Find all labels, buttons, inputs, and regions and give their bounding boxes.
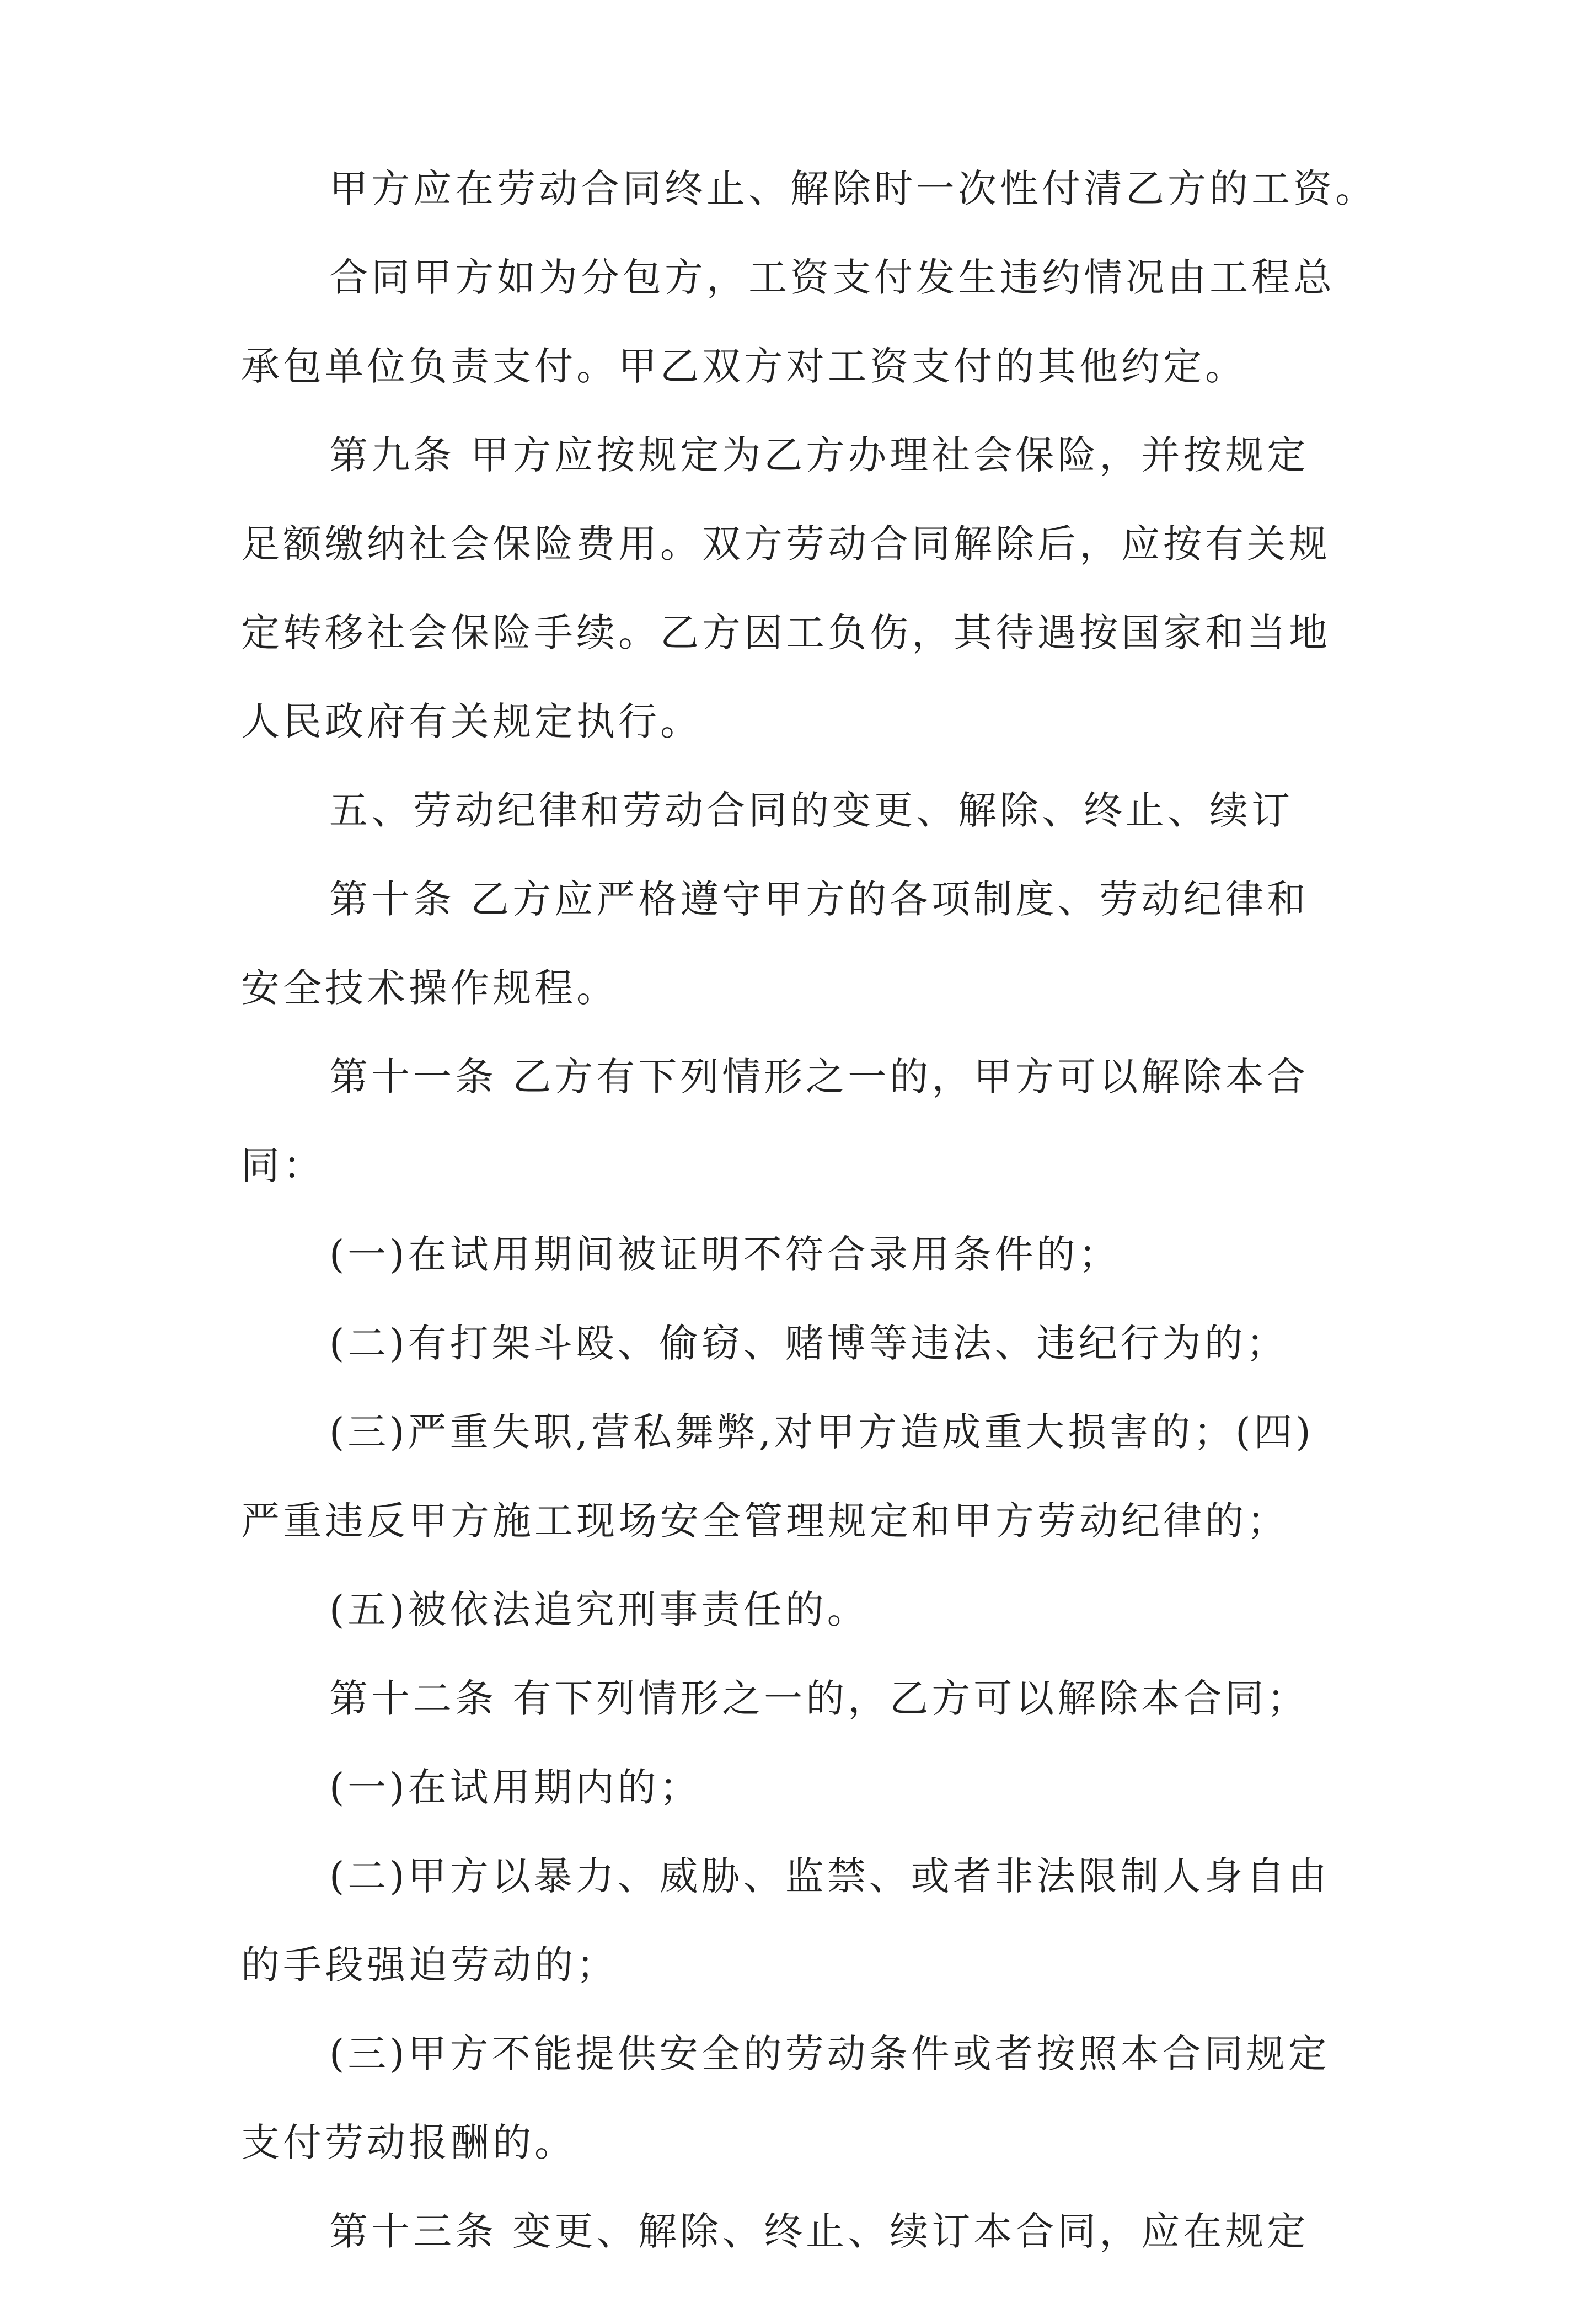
text-line: 支付劳动报酬的。 bbox=[241, 2120, 576, 2165]
text-line: 同： bbox=[241, 1143, 325, 1188]
document-body bbox=[241, 165, 1377, 2297]
text-line: 人民政府有关规定执行。 bbox=[241, 699, 702, 744]
text-line: 第十条 乙方应严格遵守甲方的各项制度、劳动纪律和 bbox=[329, 877, 1309, 922]
list-item: (三)严重失职,营私舞弊,对甲方造成重大损害的；(四) bbox=[329, 1409, 1314, 1455]
list-item: (五)被依法追究刑事责任的。 bbox=[329, 1587, 869, 1632]
text-line: 严重违反甲方施工现场安全管理规定和甲方劳动纪律的； bbox=[241, 1498, 1289, 1543]
text-line: 第十一条 乙方有下列情形之一的，甲方可以解除本合 bbox=[329, 1054, 1309, 1099]
list-item: (二)有打架斗殴、偷窃、赌博等违法、违纪行为的； bbox=[329, 1321, 1288, 1366]
text-line: 第十二条 有下列情形之一的，乙方可以解除本合同； bbox=[329, 1676, 1309, 1721]
text-line: 的手段强迫劳动的； bbox=[241, 1942, 618, 1988]
text-line: 第九条 甲方应按规定为乙方办理社会保险，并按规定 bbox=[329, 432, 1309, 478]
text-line: 承包单位负责支付。甲乙双方对工资支付的其他约定。 bbox=[241, 344, 1247, 389]
list-item: (二)甲方以暴力、威胁、监禁、或者非法限制人身自由 bbox=[329, 1853, 1330, 1899]
text-line: 足额缴纳社会保险费用。双方劳动合同解除后，应按有关规 bbox=[241, 521, 1331, 567]
section-heading: 五、劳动纪律和劳动合同的变更、解除、终止、续订 bbox=[329, 788, 1293, 833]
list-item: (三)甲方不能提供安全的劳动条件或者按照本合同规定 bbox=[329, 2031, 1330, 2076]
text-line: 第十三条 变更、解除、终止、续订本合同，应在规定 bbox=[329, 2209, 1309, 2254]
text-line: 合同甲方如为分包方，工资支付发生违约情况由工程总 bbox=[329, 255, 1335, 300]
text-line: 定转移社会保险手续。乙方因工负伤，其待遇按国家和当地 bbox=[241, 610, 1331, 655]
list-item: (一)在试用期间被证明不符合录用条件的； bbox=[329, 1232, 1121, 1277]
list-item: (一)在试用期内的； bbox=[329, 1765, 701, 1810]
text-line: 甲方应在劳动合同终止、解除时一次性付清乙方的工资。 bbox=[329, 166, 1377, 211]
text-line: 安全技术操作规程。 bbox=[241, 965, 618, 1011]
